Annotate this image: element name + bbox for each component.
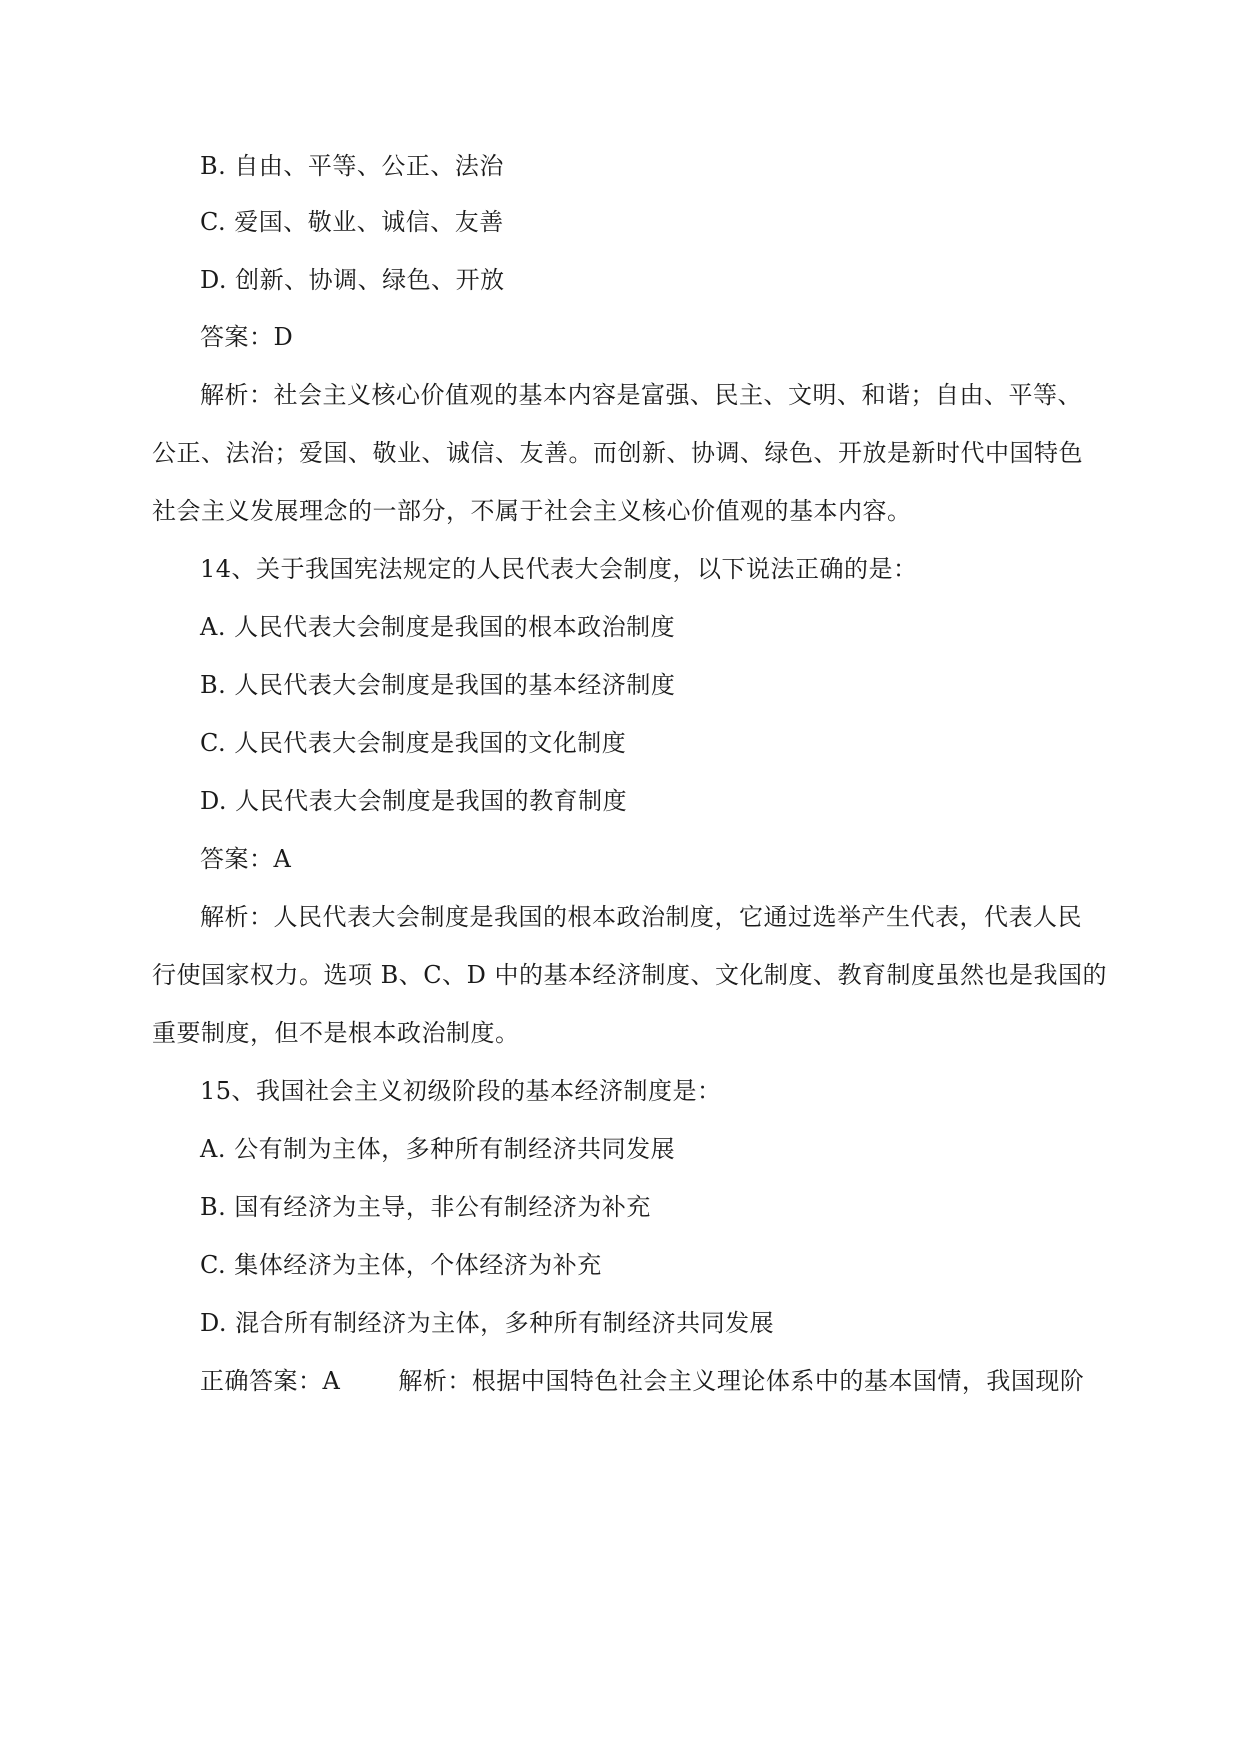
q14-analysis-line-2: 行使国家权力。选项 B、C、D 中的基本经济制度、文化制度、教育制度虽然也是我国的 <box>152 961 1107 989</box>
q15-question: 15、我国社会主义初级阶段的基本经济制度是： <box>200 1077 722 1105</box>
q15-answer-row <box>200 1365 1084 1397</box>
q13-answer: 答案：D <box>200 323 294 351</box>
q13-analysis-line-3: 社会主义发展理念的一部分，不属于社会主义核心价值观的基本内容。 <box>152 497 912 525</box>
q15-option-d: D. 混合所有制经济为主体，多种所有制经济共同发展 <box>200 1309 775 1337</box>
q15-answer: 正确答案：A <box>200 1367 341 1395</box>
q14-analysis-line-1: 解析：人民代表大会制度是我国的根本政治制度，它通过选举产生代表，代表人民 <box>200 903 1082 931</box>
q13-option-d: D. 创新、协调、绿色、开放 <box>200 266 505 294</box>
q13-analysis-line-2: 公正、法治；爱国、敬业、诚信、友善。而创新、协调、绿色、开放是新时代中国特色 <box>152 439 1083 467</box>
q15-option-b: B. 国有经济为主导，非公有制经济为补充 <box>200 1193 651 1221</box>
q14-option-d: D. 人民代表大会制度是我国的教育制度 <box>200 787 628 815</box>
q14-option-c: C. 人民代表大会制度是我国的文化制度 <box>200 729 627 757</box>
q13-option-c: C. 爱国、敬业、诚信、友善 <box>200 208 504 236</box>
q14-option-b: B. 人民代表大会制度是我国的基本经济制度 <box>200 671 676 699</box>
q13-option-b: B. 自由、平等、公正、法治 <box>200 152 504 180</box>
q14-analysis-line-3: 重要制度，但不是根本政治制度。 <box>152 1019 520 1047</box>
q14-question: 14、关于我国宪法规定的人民代表大会制度，以下说法正确的是： <box>200 555 918 583</box>
q14-answer: 答案：A <box>200 845 292 873</box>
q15-option-c: C. 集体经济为主体，个体经济为补充 <box>200 1251 602 1279</box>
q15-analysis-start: 解析：根据中国特色社会主义理论体系中的基本国情，我国现阶 <box>398 1367 1085 1395</box>
q15-option-a: A. 公有制为主体，多种所有制经济共同发展 <box>200 1135 676 1163</box>
q14-option-a: A. 人民代表大会制度是我国的根本政治制度 <box>200 613 676 641</box>
q13-analysis-line-1: 解析：社会主义核心价值观的基本内容是富强、民主、文明、和谐；自由、平等、 <box>200 381 1082 409</box>
